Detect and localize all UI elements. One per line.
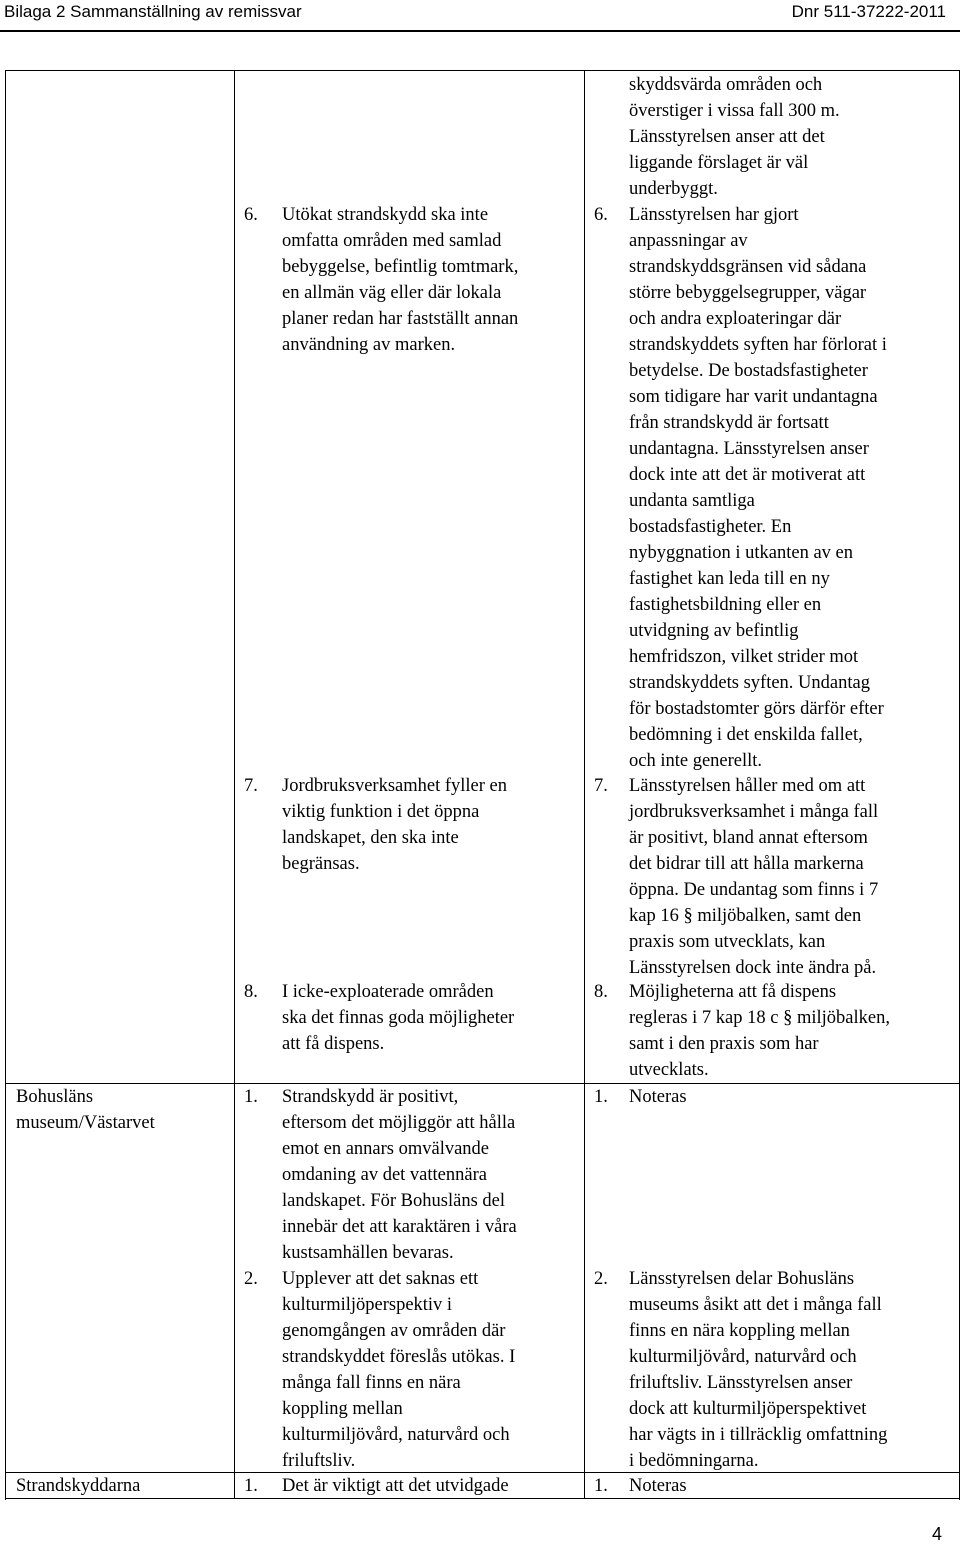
response-text: Länsstyrelsen har gjort anpassningar av strandskyddsgränsen vid sådana större bebyggelsegrupper, vägar och andra exploateringar där strandskyddets syften har förlorat i betydelse. De bostadsfastigheter som tidigare har varit undantagna från strandskydd är fortsatt undantagna. Länsstyrelsen anser dock inte att det är motiverat att undanta samtliga bostadsfastigheter. En nybyggnation i utkanten av en fastighet kan leda till en ny fastighetsbildning eller en utvidgning av befintlig hemfridszon, vilket strider mot strandskyddets syften. Undantag för bostadstomter görs därför efter bedömning i det enskilda fallet, och inte generellt. bbox=[629, 205, 887, 771]
comment-number: 1. bbox=[244, 1476, 258, 1496]
comment-number: 2. bbox=[244, 1269, 258, 1289]
response-text: Möjligheterna att få dispens regleras i 7 kap 18 c § miljöbalken, samt i den praxis som har utvecklats. bbox=[629, 982, 890, 1080]
comment-text: I icke-exploaterade områden ska det finnas goda möjligheter att få dispens. bbox=[282, 982, 515, 1054]
comment-text: Det är viktigt att det utvidgade bbox=[282, 1476, 509, 1496]
comment-number: 7. bbox=[244, 776, 258, 796]
response-number: 1. bbox=[594, 1476, 608, 1496]
comment-number: 1. bbox=[244, 1087, 258, 1107]
document-title: Bilaga 2 Sammanställning av remissvar bbox=[4, 2, 302, 21]
comment-text: Strandskydd är positivt, eftersom det möjliggör att hålla emot en annars omvälvande omdaning av det vattennära landskapet. För Bohusläns del innebär det att karaktären i våra kustsamhällen bevaras. bbox=[282, 1087, 517, 1263]
response-text: skyddsvärda områden och överstiger i vissa fall 300 m. Länsstyrelsen anser att det liggande förslaget är väl underbyggt. bbox=[629, 75, 840, 199]
response-text: Noteras bbox=[629, 1087, 687, 1107]
document-reference: Dnr 511-37222-2011 bbox=[791, 2, 946, 21]
column-divider bbox=[234, 70, 235, 1499]
comment-number: 6. bbox=[244, 205, 258, 225]
column-divider bbox=[584, 70, 585, 1499]
organization-name: Strandskyddarna bbox=[16, 1476, 141, 1496]
comment-text: Upplever att det saknas ett kulturmiljöperspektiv i genomgången av områden där strandskyddet föreslås utökas. I många fall finns en nära koppling mellan kulturmiljövård, naturvård och friluftsliv. bbox=[282, 1269, 516, 1471]
response-number: 6. bbox=[594, 205, 608, 225]
organization-name: Bohusläns museum/Västarvet bbox=[16, 1087, 155, 1133]
comment-text: Jordbruksverksamhet fyller en viktig funktion i det öppna landskapet, den ska inte begränsas. bbox=[282, 776, 508, 874]
response-number: 2. bbox=[594, 1269, 608, 1289]
comment-text: Utökat strandskydd ska inte omfatta områden med samlad bebyggelse, befintlig tomtmark, en allmän väg eller där lokala planer redan har fastställt annan användning av marken. bbox=[282, 205, 519, 355]
response-number: 8. bbox=[594, 982, 608, 1002]
response-text: Länsstyrelsen delar Bohusläns museums åsikt att det i många fall finns en nära koppling mellan kulturmiljövård, naturvård och friluftsliv. Länsstyrelsen anser dock att kulturmiljöperspektivet har vägts in i tillräcklig omfattning i bedömningarna. bbox=[629, 1269, 888, 1471]
response-text: Länsstyrelsen håller med om att jordbruksverksamhet i många fall är positivt, bland annat eftersom det bidrar till att hålla markerna öppna. De undantag som finns i 7 kap 16 § miljöbalken, samt den praxis som utvecklats, kan Länsstyrelsen dock inte ändra på. bbox=[629, 776, 879, 978]
response-number: 1. bbox=[594, 1087, 608, 1107]
page-number: 4 bbox=[931, 1524, 942, 1544]
page-header bbox=[0, 0, 960, 24]
comment-number: 8. bbox=[244, 982, 258, 1002]
header-divider bbox=[0, 30, 960, 32]
response-text: Noteras bbox=[629, 1476, 687, 1496]
response-number: 7. bbox=[594, 776, 608, 796]
